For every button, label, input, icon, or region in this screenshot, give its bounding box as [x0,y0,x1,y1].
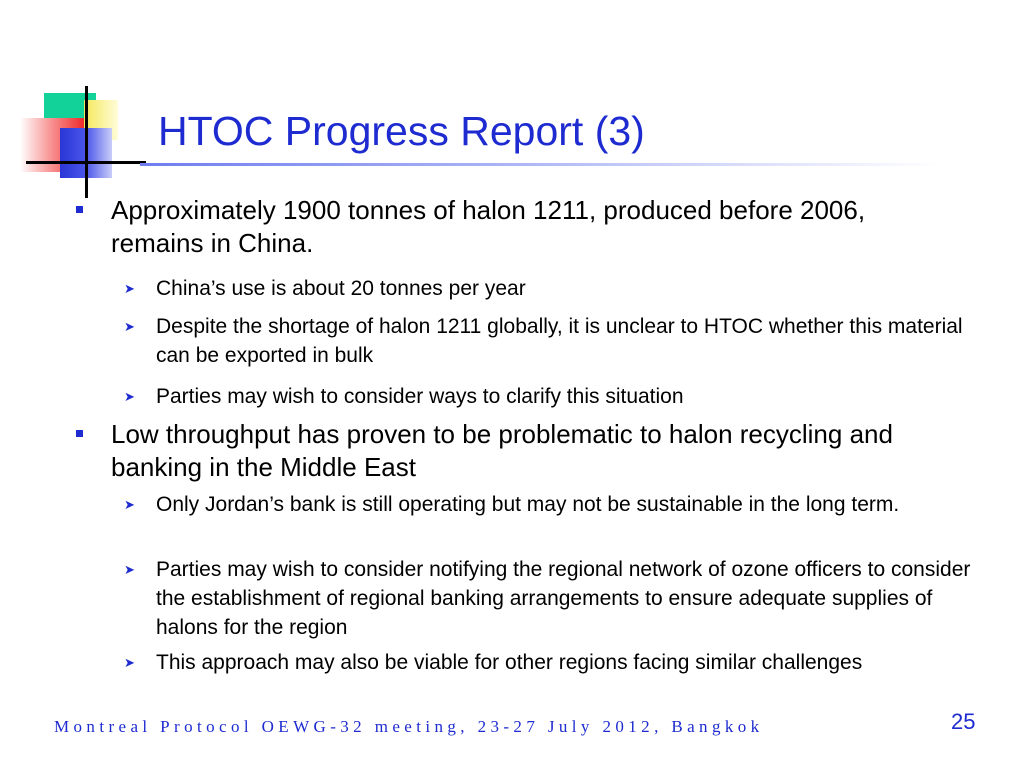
arrow-bullet-icon: ➤ [124,497,135,512]
square-bullet-icon [76,206,83,213]
sub-bullet-text: Only Jordan’s bank is still operating but may not be sustainable in the long term. [156,493,900,516]
sub-bullet-export-unclear [124,312,986,370]
page-number: 25 [951,709,976,734]
sub-bullet-text: Parties may wish to consider notifying the regional network of ozone officers to consider the establishment of regional banking arrangements to ensure adequate supplies of halons for the region [156,558,971,639]
bullet-halon-china [111,194,961,260]
slide-title: HTOC Progress Report (3) [158,108,645,154]
arrow-bullet-icon: ➤ [124,281,135,296]
square-bullet-icon [76,430,83,437]
sub-bullet-other-regions [124,648,986,677]
sub-bullet-text: This approach may also be viable for other regions facing similar challenges [156,651,863,674]
bullet-text: Approximately 1900 tonnes of halon 1211, produced before 2006, remains in China. [111,195,866,258]
bullet-text: Low throughput has proven to be problematic to halon recycling and banking in the Middle East [111,419,893,482]
arrow-bullet-icon: ➤ [124,562,135,577]
logo-horizontal-line [26,161,146,164]
title-underline [140,163,940,166]
sub-bullet-china-use [124,274,986,303]
slide-footer: Montreal Protocol OEWG-32 meeting, 23-27 July 2012, Bangkok [54,717,764,736]
arrow-bullet-icon: ➤ [124,389,135,404]
sub-bullet-regional-network [124,555,986,642]
arrow-bullet-icon: ➤ [124,319,135,334]
logo-vertical-line [85,86,88,198]
sub-bullet-text: China’s use is about 20 tonnes per year [156,277,526,300]
sub-bullet-text: Despite the shortage of halon 1211 globally, it is unclear to HTOC whether this material can be exported in bulk [156,315,963,367]
bullet-middle-east [111,418,961,484]
arrow-bullet-icon: ➤ [124,655,135,670]
sub-bullet-text: Parties may wish to consider ways to clarify this situation [156,385,684,408]
sub-bullet-clarify [124,382,986,411]
sub-bullet-jordan-bank [124,490,986,519]
